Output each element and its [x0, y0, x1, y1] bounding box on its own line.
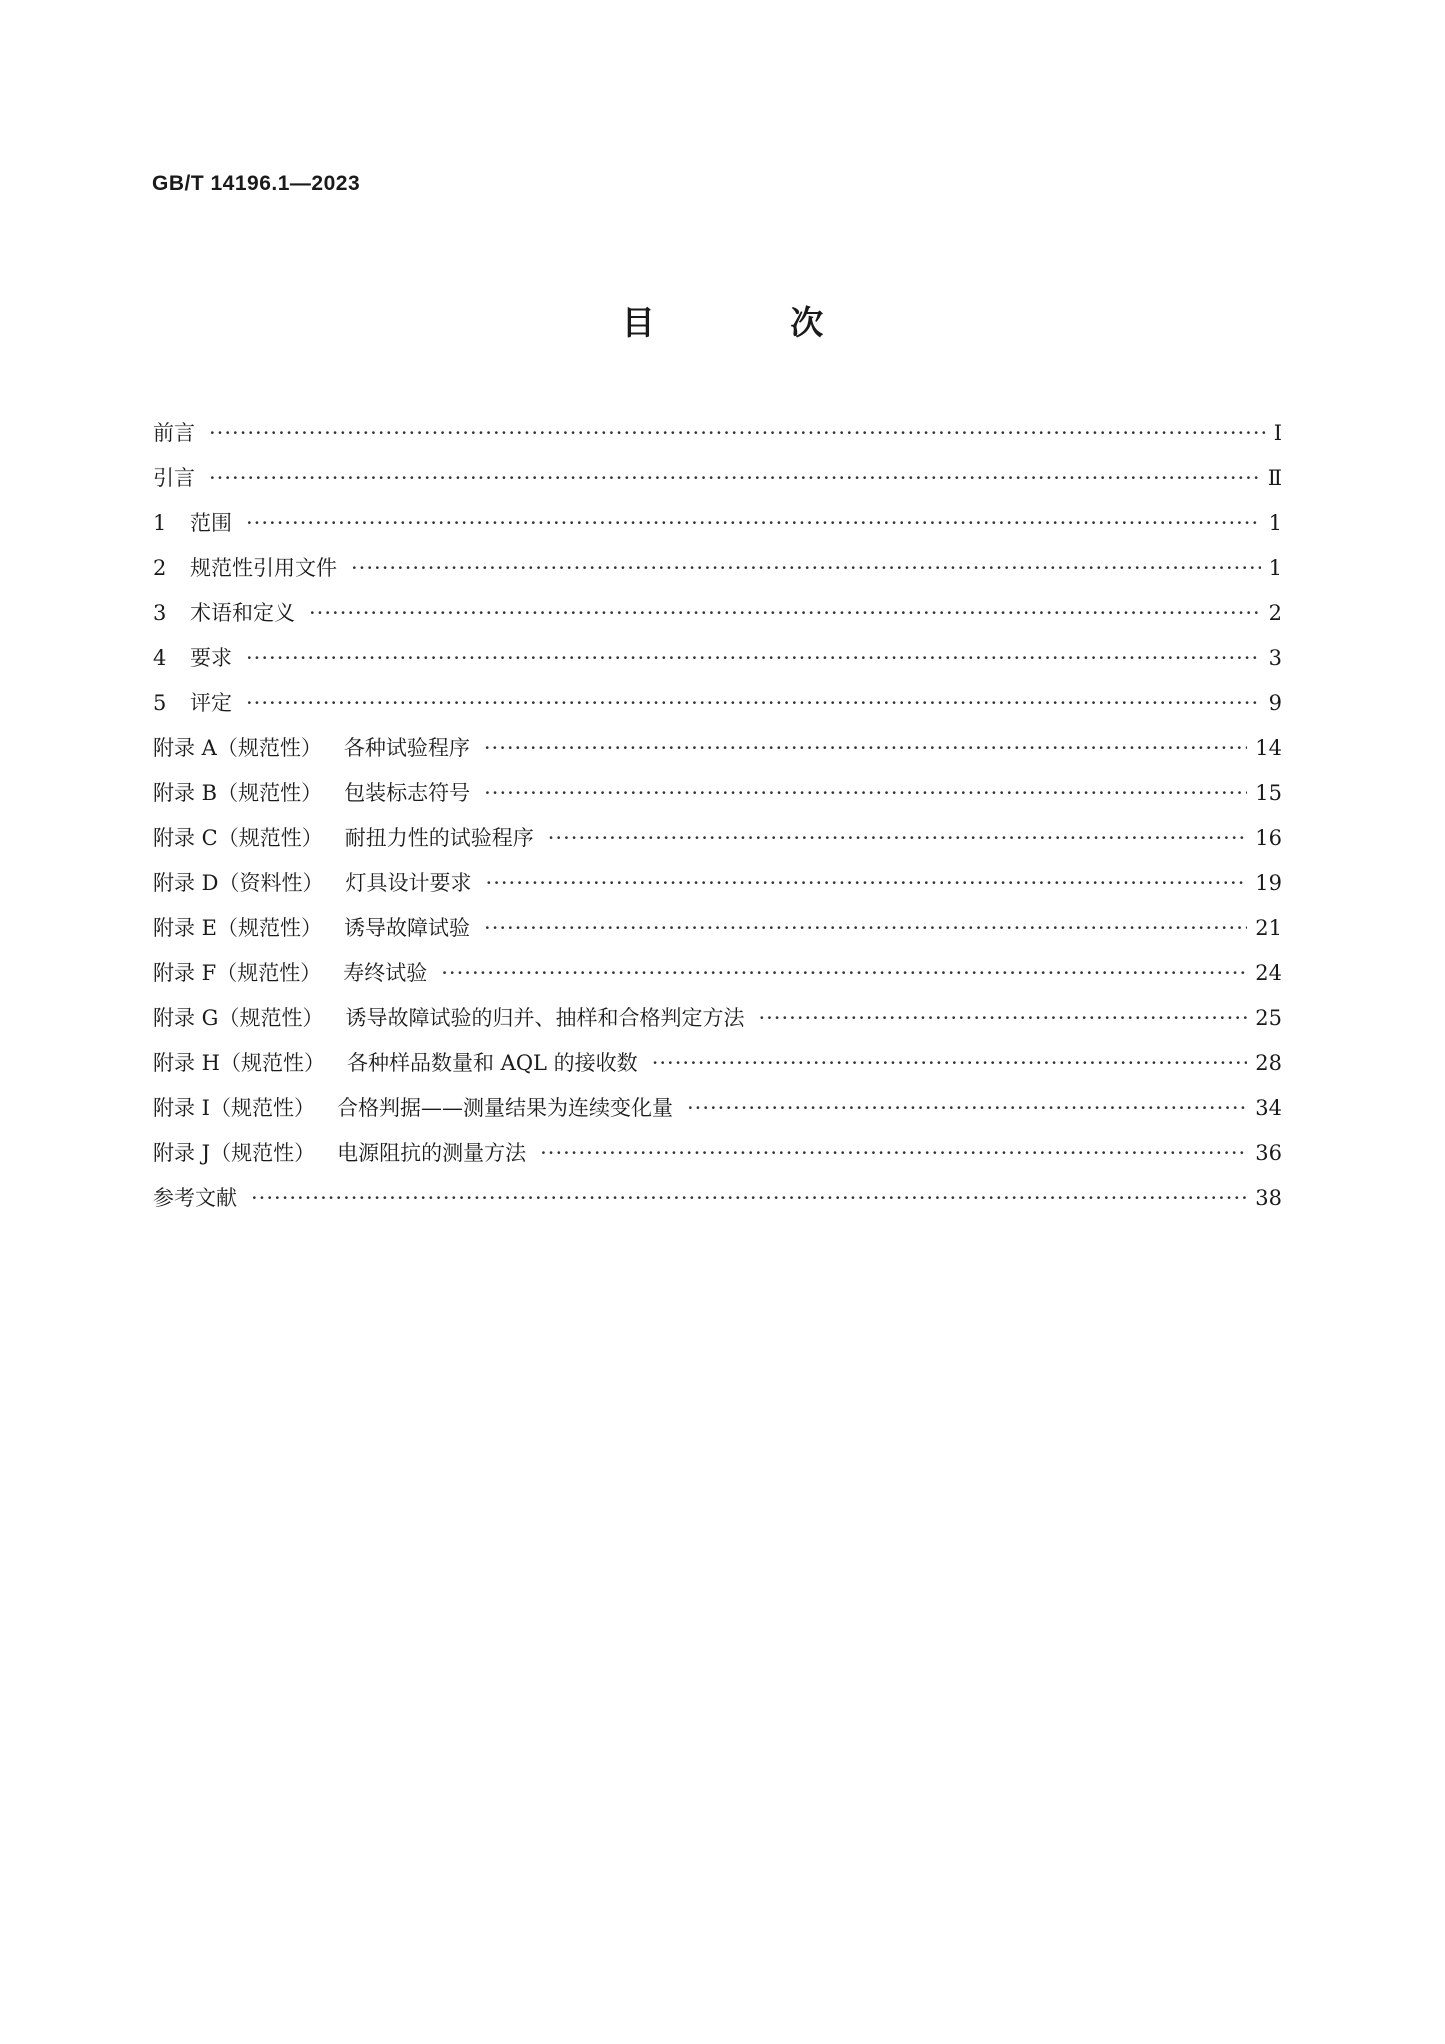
toc-entry[interactable] — [153, 771, 1282, 816]
toc-entry[interactable] — [153, 1131, 1282, 1176]
toc-entry-page-number: 38 — [1255, 1186, 1282, 1210]
toc-entry-label: 附录 B（规范性） — [153, 781, 323, 805]
dot-leader — [209, 456, 1260, 501]
toc-entry[interactable] — [153, 1176, 1282, 1221]
toc-entry[interactable] — [153, 861, 1282, 906]
toc-entry-page-number: 34 — [1255, 1096, 1282, 1120]
toc-entry-page-number: 21 — [1255, 916, 1282, 940]
toc-entry-label: 评定 — [190, 691, 232, 715]
toc-entry-label: 规范性引用文件 — [190, 556, 337, 580]
toc-entry-page-number: 24 — [1255, 961, 1282, 985]
toc-entry-number: 4 — [153, 646, 167, 670]
toc-entry[interactable] — [153, 636, 1282, 681]
dot-leader — [309, 591, 1261, 636]
dot-leader — [758, 996, 1247, 1041]
dot-leader — [246, 501, 1261, 546]
toc-entry-page-number: 2 — [1268, 601, 1282, 625]
dot-leader — [548, 816, 1248, 861]
toc-entry-description: 诱导故障试验 — [344, 916, 471, 940]
toc-entry-page-number: 3 — [1268, 646, 1282, 670]
toc-entry-page-number: 25 — [1255, 1006, 1282, 1030]
dot-leader — [484, 771, 1247, 816]
toc-entry[interactable] — [153, 411, 1282, 456]
toc-entry[interactable] — [153, 1041, 1282, 1086]
toc-entry-label: 术语和定义 — [190, 601, 295, 625]
toc-entry[interactable] — [153, 726, 1282, 771]
toc-entry-label: 附录 E（规范性） — [153, 916, 323, 940]
toc-entry-description: 寿终试验 — [343, 961, 428, 985]
page-title: 目 次 — [621, 303, 886, 342]
toc-entry-page-number: 36 — [1255, 1141, 1282, 1165]
toc-entry-number: 3 — [153, 601, 167, 625]
toc-entry-label: 范围 — [190, 511, 232, 535]
toc-entry-number: 1 — [153, 511, 167, 535]
toc-entry[interactable] — [153, 951, 1282, 996]
dot-leader — [251, 1176, 1247, 1221]
toc-entry[interactable] — [153, 816, 1282, 861]
dot-leader — [246, 636, 1261, 681]
toc-entry[interactable] — [153, 591, 1282, 636]
toc-entry-description: 各种样品数量和 AQL 的接收数 — [347, 1051, 638, 1075]
toc-entry-number: 2 — [153, 556, 167, 580]
toc-entry-page-number: 28 — [1255, 1051, 1282, 1075]
toc-entry-page-number: 1 — [1268, 511, 1282, 535]
toc-entry[interactable] — [153, 681, 1282, 726]
toc-entry-label: 附录 I（规范性） — [153, 1096, 315, 1120]
toc-entry[interactable] — [153, 906, 1282, 951]
dot-leader — [486, 861, 1248, 906]
toc-entry-page-number: 1 — [1268, 556, 1282, 580]
dot-leader — [687, 1086, 1247, 1131]
toc-entry-page-number: Ⅱ — [1267, 466, 1282, 490]
dot-leader — [351, 546, 1261, 591]
toc-entry-label: 附录 F（规范性） — [153, 961, 322, 985]
dot-leader — [540, 1131, 1247, 1176]
toc-entry-description: 灯具设计要求 — [345, 871, 472, 895]
dot-leader — [484, 906, 1247, 951]
toc-entry[interactable] — [153, 996, 1282, 1041]
toc-entry-page-number: 9 — [1268, 691, 1282, 715]
dot-leader — [441, 951, 1247, 996]
toc-entry-label: 附录 A（规范性） — [153, 736, 322, 760]
toc-entry-number: 5 — [153, 691, 167, 715]
toc-entry-description: 诱导故障试验的归并、抽样和合格判定方法 — [345, 1006, 745, 1030]
toc-entry-page-number: 15 — [1255, 781, 1282, 805]
toc-entry-label: 前言 — [153, 421, 195, 445]
toc-entry-description: 合格判据——测量结果为连续变化量 — [336, 1096, 673, 1120]
toc-entry-label: 参考文献 — [153, 1186, 237, 1210]
toc-entry[interactable] — [153, 546, 1282, 591]
toc-entry[interactable] — [153, 1086, 1282, 1131]
dot-leader — [484, 726, 1247, 771]
toc-entry-label: 引言 — [153, 466, 195, 490]
toc-entry-label: 要求 — [190, 646, 232, 670]
dot-leader — [209, 411, 1266, 456]
toc-entry-page-number: Ⅰ — [1273, 421, 1282, 445]
standard-code: GB/T 14196.1—2023 — [152, 172, 361, 195]
toc-entry-page-number: 19 — [1255, 871, 1282, 895]
dot-leader — [652, 1041, 1248, 1086]
table-of-contents — [153, 411, 1282, 1221]
toc-entry-label: 附录 H（规范性） — [153, 1051, 325, 1075]
toc-entry-description: 耐扭力性的试验程序 — [344, 826, 534, 850]
toc-entry-page-number: 14 — [1255, 736, 1282, 760]
toc-entry-page-number: 16 — [1255, 826, 1282, 850]
toc-entry-description: 电源阻抗的测量方法 — [337, 1141, 527, 1165]
dot-leader — [246, 681, 1261, 726]
toc-entry-label: 附录 G（规范性） — [153, 1006, 324, 1030]
toc-entry-label: 附录 D（资料性） — [153, 871, 324, 895]
toc-entry[interactable] — [153, 501, 1282, 546]
toc-entry-label: 附录 J（规范性） — [153, 1141, 316, 1165]
toc-entry-description: 包装标志符号 — [344, 781, 471, 805]
toc-entry[interactable] — [153, 456, 1282, 501]
toc-entry-label: 附录 C（规范性） — [153, 826, 323, 850]
toc-entry-description: 各种试验程序 — [343, 736, 470, 760]
